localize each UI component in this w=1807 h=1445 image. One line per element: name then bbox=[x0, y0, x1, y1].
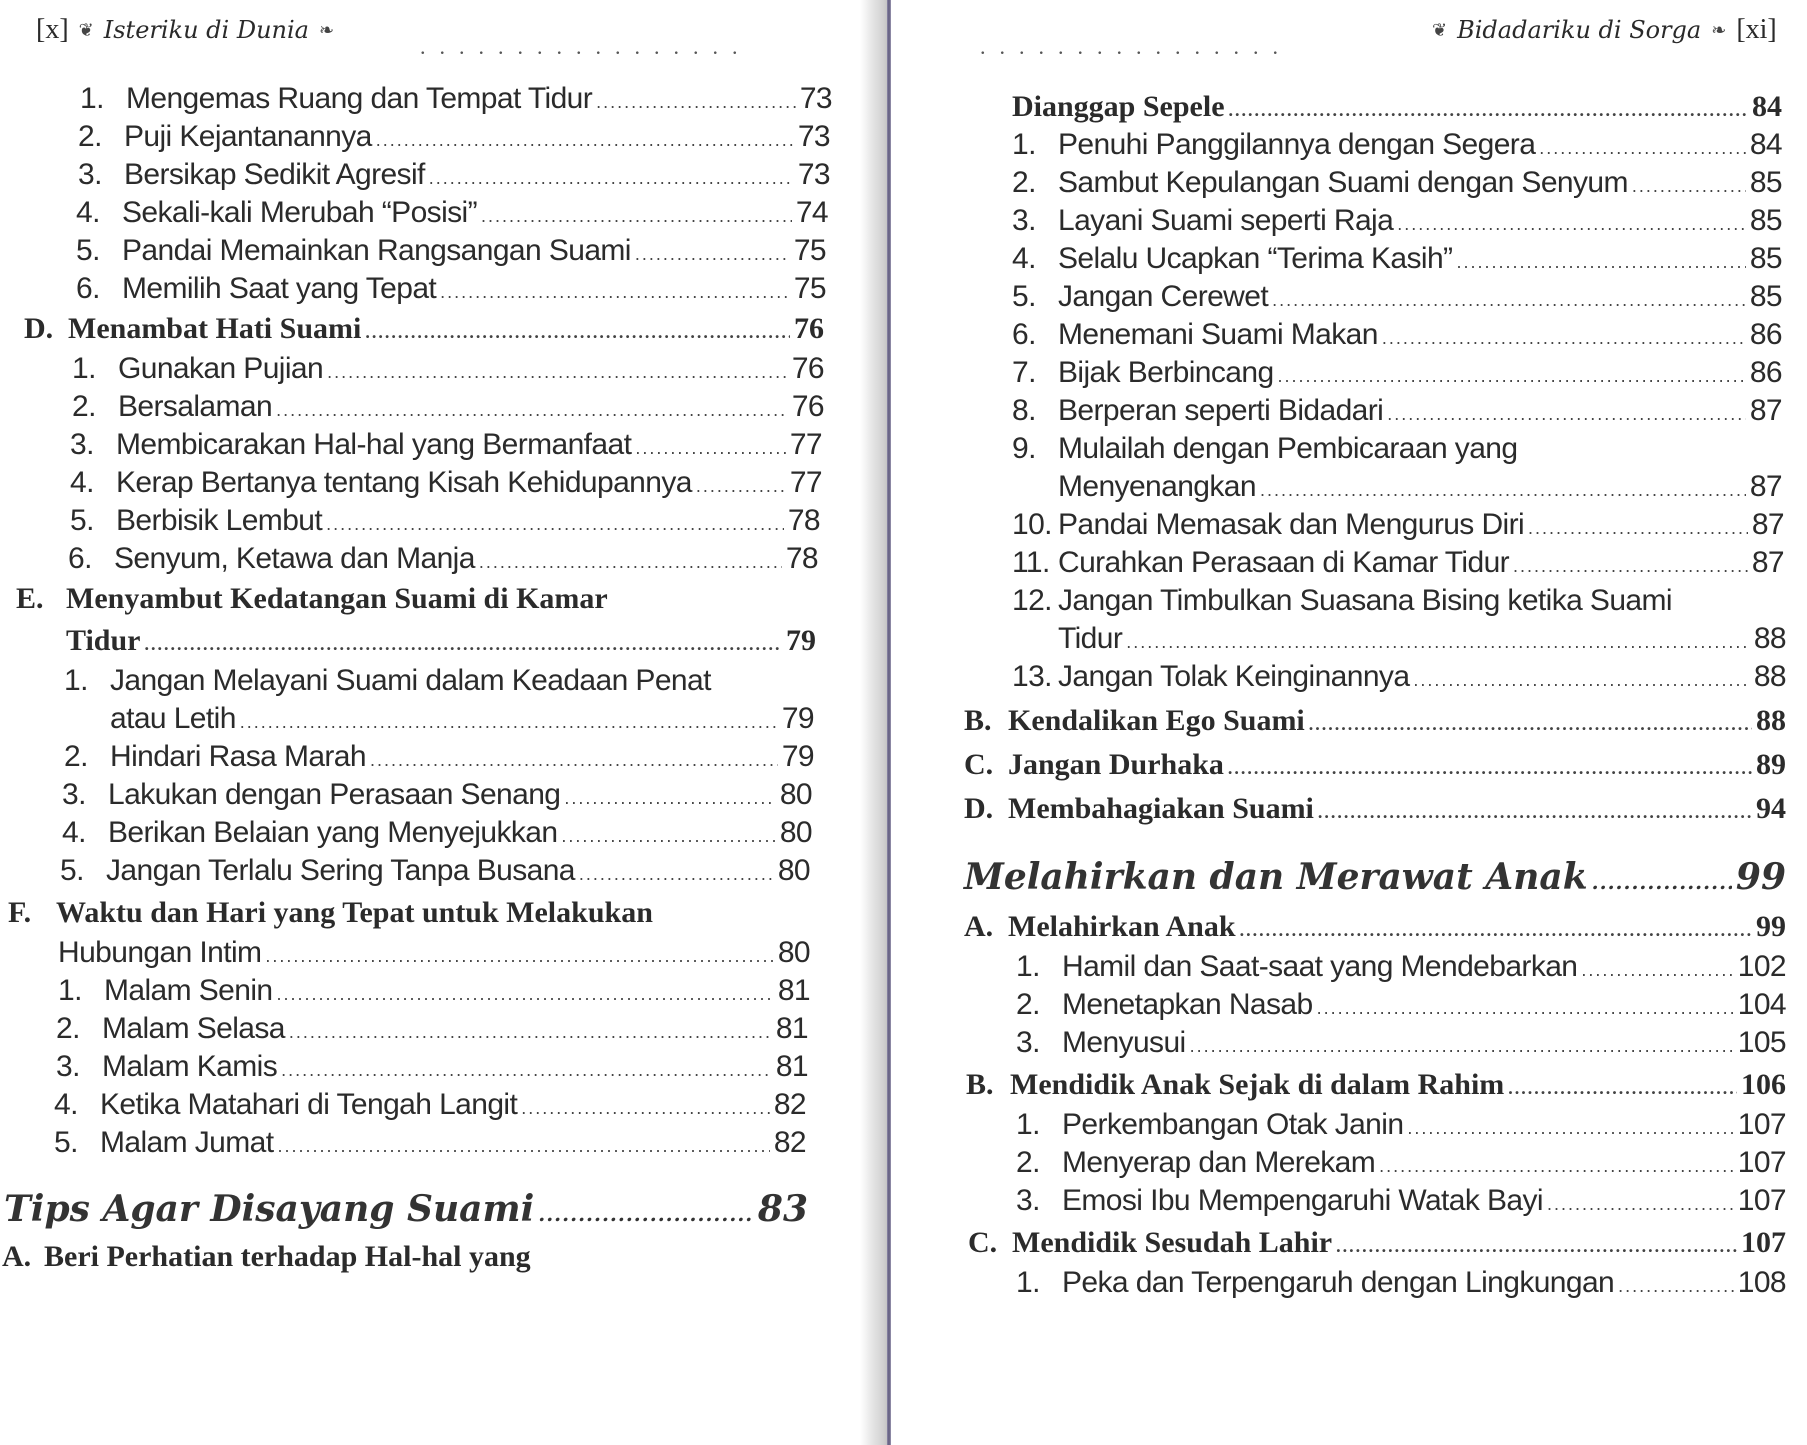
entry-label-continued: atau Letih bbox=[110, 702, 236, 735]
entry-label: Menyambut Kedatangan Suami di Kamar bbox=[66, 582, 608, 615]
dot-leader bbox=[696, 476, 786, 497]
dot-leader bbox=[376, 130, 794, 151]
entry-label: Waktu dan Hari yang Tepat untuk Melakukan bbox=[56, 896, 653, 929]
dot-leader bbox=[440, 282, 790, 303]
entry-label: Mengemas Ruang dan Tempat Tidur bbox=[126, 82, 593, 115]
entry-label: Jangan Melayani Suami dalam Keadaan Penat bbox=[110, 664, 711, 697]
entry-number: 7. bbox=[1012, 356, 1036, 389]
dot-leader bbox=[1387, 404, 1746, 425]
dot-leader bbox=[145, 634, 783, 655]
entry-number: 2. bbox=[56, 1012, 80, 1045]
entry-number: B. bbox=[964, 704, 992, 737]
toc-section-line1[interactable] bbox=[2, 1240, 531, 1274]
entry-label: Bijak Berbincang bbox=[1058, 356, 1274, 389]
dot-leader bbox=[1240, 920, 1752, 941]
entry-label: Berperan seperti Bidadari bbox=[1058, 394, 1384, 427]
toc-section[interactable] bbox=[964, 792, 1786, 826]
entry-page: 76 bbox=[791, 352, 824, 385]
dot-leader bbox=[326, 514, 784, 535]
entry-number: 9. bbox=[1012, 432, 1036, 465]
right-running-title: Bidadariku di Sorga bbox=[1457, 16, 1702, 44]
entry-number: 3. bbox=[78, 158, 102, 191]
toc-entry[interactable] bbox=[1012, 242, 1782, 276]
entry-page: 80 bbox=[777, 936, 810, 969]
entry-label-continued: Tidur bbox=[66, 624, 141, 657]
toc-entry[interactable] bbox=[1058, 622, 1786, 656]
page-gutter-shadow bbox=[860, 0, 890, 1445]
left-running-header bbox=[36, 14, 334, 46]
dot-leader bbox=[481, 206, 792, 227]
header-dots: ................. bbox=[420, 34, 752, 59]
dot-leader bbox=[1539, 138, 1746, 159]
toc-entry[interactable] bbox=[78, 120, 830, 154]
entry-number: A. bbox=[2, 1240, 32, 1273]
entry-label-continued: Hubungan Intim bbox=[58, 936, 262, 969]
toc-entry[interactable] bbox=[56, 1050, 808, 1084]
entry-number: 5. bbox=[1012, 280, 1036, 313]
entry-label: Melahirkan Anak bbox=[1008, 910, 1236, 943]
entry-number: 2. bbox=[72, 390, 96, 423]
toc-section-line1[interactable] bbox=[8, 896, 653, 930]
entry-page: 81 bbox=[775, 1012, 808, 1045]
entry-label: Dianggap Sepele bbox=[1012, 90, 1225, 123]
toc-entry[interactable] bbox=[76, 272, 826, 306]
entry-page: 85 bbox=[1749, 204, 1782, 237]
entry-page: 107 bbox=[1737, 1146, 1786, 1179]
entry-page: 86 bbox=[1749, 318, 1782, 351]
toc-section[interactable] bbox=[66, 624, 816, 658]
entry-number: 1. bbox=[72, 352, 96, 385]
entry-page: 88 bbox=[1753, 660, 1786, 693]
entry-number: D. bbox=[24, 312, 54, 345]
entry-number: 11. bbox=[1012, 546, 1050, 579]
entry-page: 82 bbox=[773, 1088, 806, 1121]
entry-page: 87 bbox=[1749, 470, 1782, 503]
entry-number: 3. bbox=[56, 1050, 80, 1083]
entry-label: Membicarakan Hal-hal yang Bermanfaat bbox=[116, 428, 632, 461]
entry-page: 88 bbox=[1756, 704, 1786, 737]
entry-page: 75 bbox=[793, 272, 826, 305]
entry-label: Malam Senin bbox=[104, 974, 273, 1007]
dot-leader bbox=[1632, 176, 1746, 197]
entry-page: 73 bbox=[797, 158, 830, 191]
entry-label: Membahagiakan Suami bbox=[1008, 792, 1314, 825]
dot-leader bbox=[1272, 290, 1746, 311]
toc-entry[interactable] bbox=[76, 234, 826, 268]
dot-leader bbox=[276, 400, 788, 421]
chapter-page: 83 bbox=[757, 1188, 808, 1230]
dot-leader bbox=[521, 1098, 770, 1119]
entry-number: 6. bbox=[68, 542, 92, 575]
entry-number: 4. bbox=[70, 466, 94, 499]
entry-page: 78 bbox=[785, 542, 818, 575]
toc-entry[interactable] bbox=[62, 816, 812, 850]
dot-leader bbox=[365, 322, 790, 343]
toc-entry[interactable] bbox=[1012, 660, 1786, 694]
dot-leader bbox=[1456, 252, 1745, 273]
dot-leader bbox=[1228, 758, 1752, 779]
toc-entry[interactable] bbox=[1012, 546, 1784, 580]
toc-section[interactable] bbox=[964, 748, 1786, 782]
entry-number: 2. bbox=[78, 120, 102, 153]
entry-page: 79 bbox=[786, 624, 816, 657]
toc-entry-line1[interactable] bbox=[1012, 584, 1672, 618]
toc-entry[interactable] bbox=[72, 352, 824, 386]
right-running-header bbox=[1432, 14, 1777, 46]
entry-page: 107 bbox=[1741, 1226, 1786, 1259]
dot-leader bbox=[1592, 870, 1732, 894]
ornament-icon: ❦ bbox=[78, 19, 94, 40]
toc-entry[interactable] bbox=[1012, 166, 1782, 200]
entry-number: 1. bbox=[1016, 1266, 1040, 1299]
entry-label: Pandai Memasak dan Mengurus Diri bbox=[1058, 508, 1525, 541]
entry-label: Sekali-kali Merubah “Posisi” bbox=[122, 196, 477, 229]
toc-entry[interactable] bbox=[1016, 1184, 1786, 1218]
entry-number: D. bbox=[964, 792, 994, 825]
entry-number: 6. bbox=[1012, 318, 1036, 351]
entry-label: Menyusui bbox=[1062, 1026, 1186, 1059]
dot-leader bbox=[596, 92, 796, 113]
toc-entry[interactable] bbox=[1012, 128, 1782, 162]
entry-page: 88 bbox=[1753, 622, 1786, 655]
entry-label: Penuhi Panggilannya dengan Segera bbox=[1058, 128, 1536, 161]
toc-entry-line1[interactable] bbox=[64, 664, 711, 698]
entry-label: Kerap Bertanya tentang Kisah Kehidupannya bbox=[116, 466, 692, 499]
entry-number: 5. bbox=[76, 234, 100, 267]
entry-label: Ketika Matahari di Tengah Langit bbox=[100, 1088, 518, 1121]
dot-leader bbox=[564, 788, 775, 809]
toc-entry-line1[interactable] bbox=[1012, 432, 1517, 466]
entry-number: 3. bbox=[1016, 1184, 1040, 1217]
entry-page: 85 bbox=[1749, 166, 1782, 199]
entry-label: Jangan Tolak Keinginannya bbox=[1058, 660, 1410, 693]
entry-number: 3. bbox=[1012, 204, 1036, 237]
dot-leader bbox=[1309, 714, 1752, 735]
dot-leader bbox=[1397, 214, 1746, 235]
entry-page: 80 bbox=[779, 778, 812, 811]
dot-leader bbox=[1336, 1236, 1737, 1257]
entry-label: Kendalikan Ego Suami bbox=[1008, 704, 1305, 737]
dot-leader bbox=[276, 984, 773, 1005]
entry-page: 107 bbox=[1737, 1184, 1786, 1217]
toc-entry[interactable] bbox=[1012, 280, 1782, 314]
dot-leader bbox=[1413, 670, 1749, 691]
entry-number: E. bbox=[16, 582, 44, 615]
entry-label: Menyerap dan Merekam bbox=[1062, 1146, 1376, 1179]
dot-leader bbox=[1318, 802, 1752, 823]
toc-entry[interactable] bbox=[54, 1088, 806, 1122]
entry-number: 1. bbox=[58, 974, 82, 1007]
entry-number: 3. bbox=[62, 778, 86, 811]
entry-number: 4. bbox=[1012, 242, 1036, 275]
entry-label: Bersalaman bbox=[118, 390, 273, 423]
entry-label: Jangan Cerewet bbox=[1058, 280, 1269, 313]
entry-label: Menetapkan Nasab bbox=[1062, 988, 1313, 1021]
entry-number: 1. bbox=[1016, 950, 1040, 983]
toc-entry[interactable] bbox=[1016, 1026, 1786, 1060]
left-page bbox=[0, 0, 888, 1445]
dot-leader bbox=[1513, 556, 1748, 577]
toc-entry[interactable] bbox=[62, 778, 812, 812]
entry-page: 77 bbox=[789, 428, 822, 461]
toc-entry[interactable] bbox=[54, 1126, 806, 1160]
dot-leader bbox=[289, 1022, 772, 1043]
toc-entry[interactable] bbox=[56, 1012, 808, 1046]
toc-chapter[interactable] bbox=[4, 1188, 808, 1230]
entry-page: 80 bbox=[777, 854, 810, 887]
dot-leader bbox=[1581, 960, 1733, 981]
entry-label: Mendidik Anak Sejak di dalam Rahim bbox=[1010, 1068, 1505, 1101]
dot-leader bbox=[538, 1202, 754, 1226]
entry-page: 80 bbox=[779, 816, 812, 849]
ornament-icon: ❧ bbox=[318, 19, 335, 40]
dot-leader bbox=[1260, 480, 1746, 501]
toc-section[interactable] bbox=[964, 704, 1786, 738]
entry-number: 1. bbox=[1012, 128, 1036, 161]
toc-section[interactable] bbox=[968, 1226, 1786, 1260]
entry-page: 87 bbox=[1751, 546, 1784, 579]
entry-label: Emosi Ibu Mempengaruhi Watak Bayi bbox=[1062, 1184, 1543, 1217]
toc-entry[interactable] bbox=[1012, 356, 1782, 390]
toc-entry[interactable] bbox=[1016, 1146, 1786, 1180]
toc-entry[interactable] bbox=[58, 974, 810, 1008]
entry-label: Jangan Durhaka bbox=[1008, 748, 1224, 781]
entry-label: Malam Selasa bbox=[102, 1012, 285, 1045]
entry-number: 3. bbox=[1016, 1026, 1040, 1059]
dot-leader bbox=[240, 712, 778, 733]
entry-page: 84 bbox=[1752, 90, 1782, 123]
entry-label-continued: Tidur bbox=[1058, 622, 1123, 655]
entry-page: 78 bbox=[787, 504, 820, 537]
dot-leader bbox=[1379, 1156, 1734, 1177]
dot-leader bbox=[1618, 1276, 1734, 1297]
dot-leader bbox=[1547, 1194, 1734, 1215]
entry-page: 87 bbox=[1749, 394, 1782, 427]
entry-page: 106 bbox=[1741, 1068, 1786, 1101]
entry-page: 81 bbox=[777, 974, 810, 1007]
entry-label: Malam Kamis bbox=[102, 1050, 278, 1083]
entry-page: 85 bbox=[1749, 280, 1782, 313]
dot-leader bbox=[635, 244, 790, 265]
entry-label: Hindari Rasa Marah bbox=[110, 740, 366, 773]
entry-number: 13. bbox=[1012, 660, 1052, 693]
toc-entry[interactable] bbox=[1016, 988, 1786, 1022]
chapter-page: 99 bbox=[1735, 856, 1786, 898]
entry-page: 84 bbox=[1749, 128, 1782, 161]
dot-leader bbox=[479, 552, 782, 573]
toc-entry[interactable] bbox=[68, 542, 818, 576]
entry-label: Perkembangan Otak Janin bbox=[1062, 1108, 1404, 1141]
toc-entry[interactable] bbox=[1016, 1266, 1786, 1300]
entry-number: 4. bbox=[62, 816, 86, 849]
entry-number: 8. bbox=[1012, 394, 1036, 427]
dot-leader bbox=[1528, 518, 1748, 539]
entry-number: 1. bbox=[1016, 1108, 1040, 1141]
entry-label-continued: Menyenangkan bbox=[1058, 470, 1256, 503]
entry-number: A. bbox=[964, 910, 994, 943]
chapter-label: Tips Agar Disayang Suami bbox=[4, 1188, 535, 1230]
header-dots: ................ bbox=[980, 34, 1292, 59]
entry-label: Berikan Belaian yang Menyejukkan bbox=[108, 816, 558, 849]
entry-page: 74 bbox=[795, 196, 828, 229]
entry-page: 81 bbox=[775, 1050, 808, 1083]
dot-leader bbox=[1278, 366, 1746, 387]
dot-leader bbox=[1126, 632, 1750, 653]
entry-label: Puji Kejantanannya bbox=[124, 120, 372, 153]
entry-label: Berbisik Lembut bbox=[116, 504, 323, 537]
toc-entry[interactable] bbox=[110, 702, 814, 736]
toc-section[interactable] bbox=[964, 910, 1786, 944]
toc-section[interactable] bbox=[24, 312, 824, 346]
entry-page: 76 bbox=[794, 312, 824, 345]
toc-entry[interactable] bbox=[72, 390, 824, 424]
entry-number: 5. bbox=[60, 854, 84, 887]
dot-leader bbox=[561, 826, 775, 847]
entry-number: F. bbox=[8, 896, 32, 929]
entry-number: 4. bbox=[76, 196, 100, 229]
toc-entry[interactable] bbox=[70, 504, 820, 538]
entry-label: Peka dan Terpengaruh dengan Lingkungan bbox=[1062, 1266, 1615, 1299]
entry-number: 2. bbox=[1012, 166, 1036, 199]
toc-section[interactable] bbox=[1012, 90, 1782, 124]
ornament-icon: ❦ bbox=[1432, 19, 1448, 40]
entry-label: Curahkan Perasaan di Kamar Tidur bbox=[1058, 546, 1510, 579]
toc-entry[interactable] bbox=[1012, 508, 1784, 542]
entry-label: Pandai Memainkan Rangsangan Suami bbox=[122, 234, 631, 267]
toc-entry[interactable] bbox=[1012, 318, 1782, 352]
entry-page: 75 bbox=[793, 234, 826, 267]
entry-number: C. bbox=[968, 1226, 998, 1259]
entry-number: 2. bbox=[64, 740, 88, 773]
entry-number: 2. bbox=[1016, 1146, 1040, 1179]
entry-number: 12. bbox=[1012, 584, 1052, 617]
entry-page: 86 bbox=[1749, 356, 1782, 389]
entry-page: 73 bbox=[797, 120, 830, 153]
entry-page: 104 bbox=[1737, 988, 1786, 1021]
entry-number: 10. bbox=[1012, 508, 1052, 541]
entry-page: 89 bbox=[1756, 748, 1786, 781]
entry-label: Bersikap Sedikit Agresif bbox=[124, 158, 425, 191]
dot-leader bbox=[1407, 1118, 1733, 1139]
entry-number: 5. bbox=[70, 504, 94, 537]
entry-page: 76 bbox=[791, 390, 824, 423]
entry-number: B. bbox=[966, 1068, 994, 1101]
entry-number: 3. bbox=[70, 428, 94, 461]
dot-leader bbox=[429, 168, 794, 189]
left-page-number: [x] bbox=[36, 14, 69, 45]
right-page bbox=[892, 0, 1807, 1445]
toc-chapter[interactable] bbox=[964, 856, 1786, 898]
entry-number: 6. bbox=[76, 272, 100, 305]
toc-entry[interactable] bbox=[60, 854, 810, 888]
dot-leader bbox=[1229, 100, 1748, 121]
dot-leader bbox=[579, 864, 774, 885]
toc-entry[interactable] bbox=[1016, 1108, 1786, 1142]
entry-label: Lakukan dengan Perasaan Senang bbox=[108, 778, 561, 811]
dot-leader bbox=[265, 946, 773, 967]
entry-page: 102 bbox=[1737, 950, 1786, 983]
toc-section[interactable] bbox=[966, 1068, 1786, 1102]
dot-leader bbox=[635, 438, 786, 459]
dot-leader bbox=[1317, 998, 1734, 1019]
entry-label: Menemani Suami Makan bbox=[1058, 318, 1378, 351]
entry-page: 94 bbox=[1756, 792, 1786, 825]
entry-label: Layani Suami seperti Raja bbox=[1058, 204, 1394, 237]
entry-number: C. bbox=[964, 748, 994, 781]
toc-entry[interactable] bbox=[1012, 204, 1782, 238]
dot-leader bbox=[370, 750, 778, 771]
dot-leader bbox=[1382, 328, 1746, 349]
entry-label: Menambat Hati Suami bbox=[68, 312, 362, 345]
dot-leader bbox=[1190, 1036, 1734, 1057]
chapter-label: Melahirkan dan Merawat Anak bbox=[964, 856, 1588, 898]
entry-number: 4. bbox=[54, 1088, 78, 1121]
entry-page: 105 bbox=[1737, 1026, 1786, 1059]
toc-entry[interactable] bbox=[1058, 470, 1782, 504]
entry-label: Senyum, Ketawa dan Manja bbox=[114, 542, 475, 575]
entry-label: Hamil dan Saat-saat yang Mendebarkan bbox=[1062, 950, 1578, 983]
toc-entry[interactable] bbox=[70, 428, 822, 462]
entry-label: Jangan Terlalu Sering Tanpa Busana bbox=[106, 854, 575, 887]
toc-entry[interactable] bbox=[76, 196, 828, 230]
entry-page: 77 bbox=[789, 466, 822, 499]
right-page-number: [xi] bbox=[1736, 14, 1777, 45]
dot-leader bbox=[327, 362, 788, 383]
entry-page: 108 bbox=[1737, 1266, 1786, 1299]
toc-entry[interactable] bbox=[70, 466, 822, 500]
entry-page: 87 bbox=[1751, 508, 1784, 541]
ornament-icon: ❧ bbox=[1711, 19, 1727, 40]
toc-entry[interactable] bbox=[78, 158, 830, 192]
dot-leader bbox=[1508, 1078, 1737, 1099]
toc-entry[interactable] bbox=[80, 82, 832, 116]
entry-page: 85 bbox=[1749, 242, 1782, 275]
toc-entry[interactable] bbox=[64, 740, 814, 774]
entry-label: Gunakan Pujian bbox=[118, 352, 324, 385]
entry-page: 79 bbox=[781, 702, 814, 735]
entry-label: Jangan Timbulkan Suasana Bising ketika Suami bbox=[1058, 584, 1672, 617]
entry-page: 82 bbox=[773, 1126, 806, 1159]
entry-label: Selalu Ucapkan “Terima Kasih” bbox=[1058, 242, 1453, 275]
dot-leader bbox=[277, 1136, 769, 1157]
toc-entry[interactable] bbox=[1016, 950, 1786, 984]
entry-label: Mendidik Sesudah Lahir bbox=[1012, 1226, 1333, 1259]
book-spine bbox=[887, 0, 891, 1445]
entry-label: Mulailah dengan Pembicaraan yang bbox=[1058, 432, 1518, 465]
toc-entry[interactable] bbox=[1012, 394, 1782, 428]
entry-label: Malam Jumat bbox=[100, 1126, 274, 1159]
entry-label: Memilih Saat yang Tepat bbox=[122, 272, 437, 305]
entry-page: 73 bbox=[799, 82, 832, 115]
dot-leader bbox=[281, 1060, 772, 1081]
entry-number: 1. bbox=[80, 82, 104, 115]
entry-page: 107 bbox=[1737, 1108, 1786, 1141]
entry-number: 2. bbox=[1016, 988, 1040, 1021]
entry-label: Beri Perhatian terhadap Hal-hal yang bbox=[44, 1240, 531, 1273]
toc-entry[interactable] bbox=[58, 936, 810, 970]
left-running-title: Isteriku di Dunia bbox=[103, 16, 309, 44]
entry-number: 1. bbox=[64, 664, 88, 697]
entry-number: 5. bbox=[54, 1126, 78, 1159]
entry-label: Sambut Kepulangan Suami dengan Senyum bbox=[1058, 166, 1628, 199]
toc-section-line1[interactable] bbox=[16, 582, 608, 616]
entry-page: 99 bbox=[1756, 910, 1786, 943]
entry-page: 79 bbox=[781, 740, 814, 773]
